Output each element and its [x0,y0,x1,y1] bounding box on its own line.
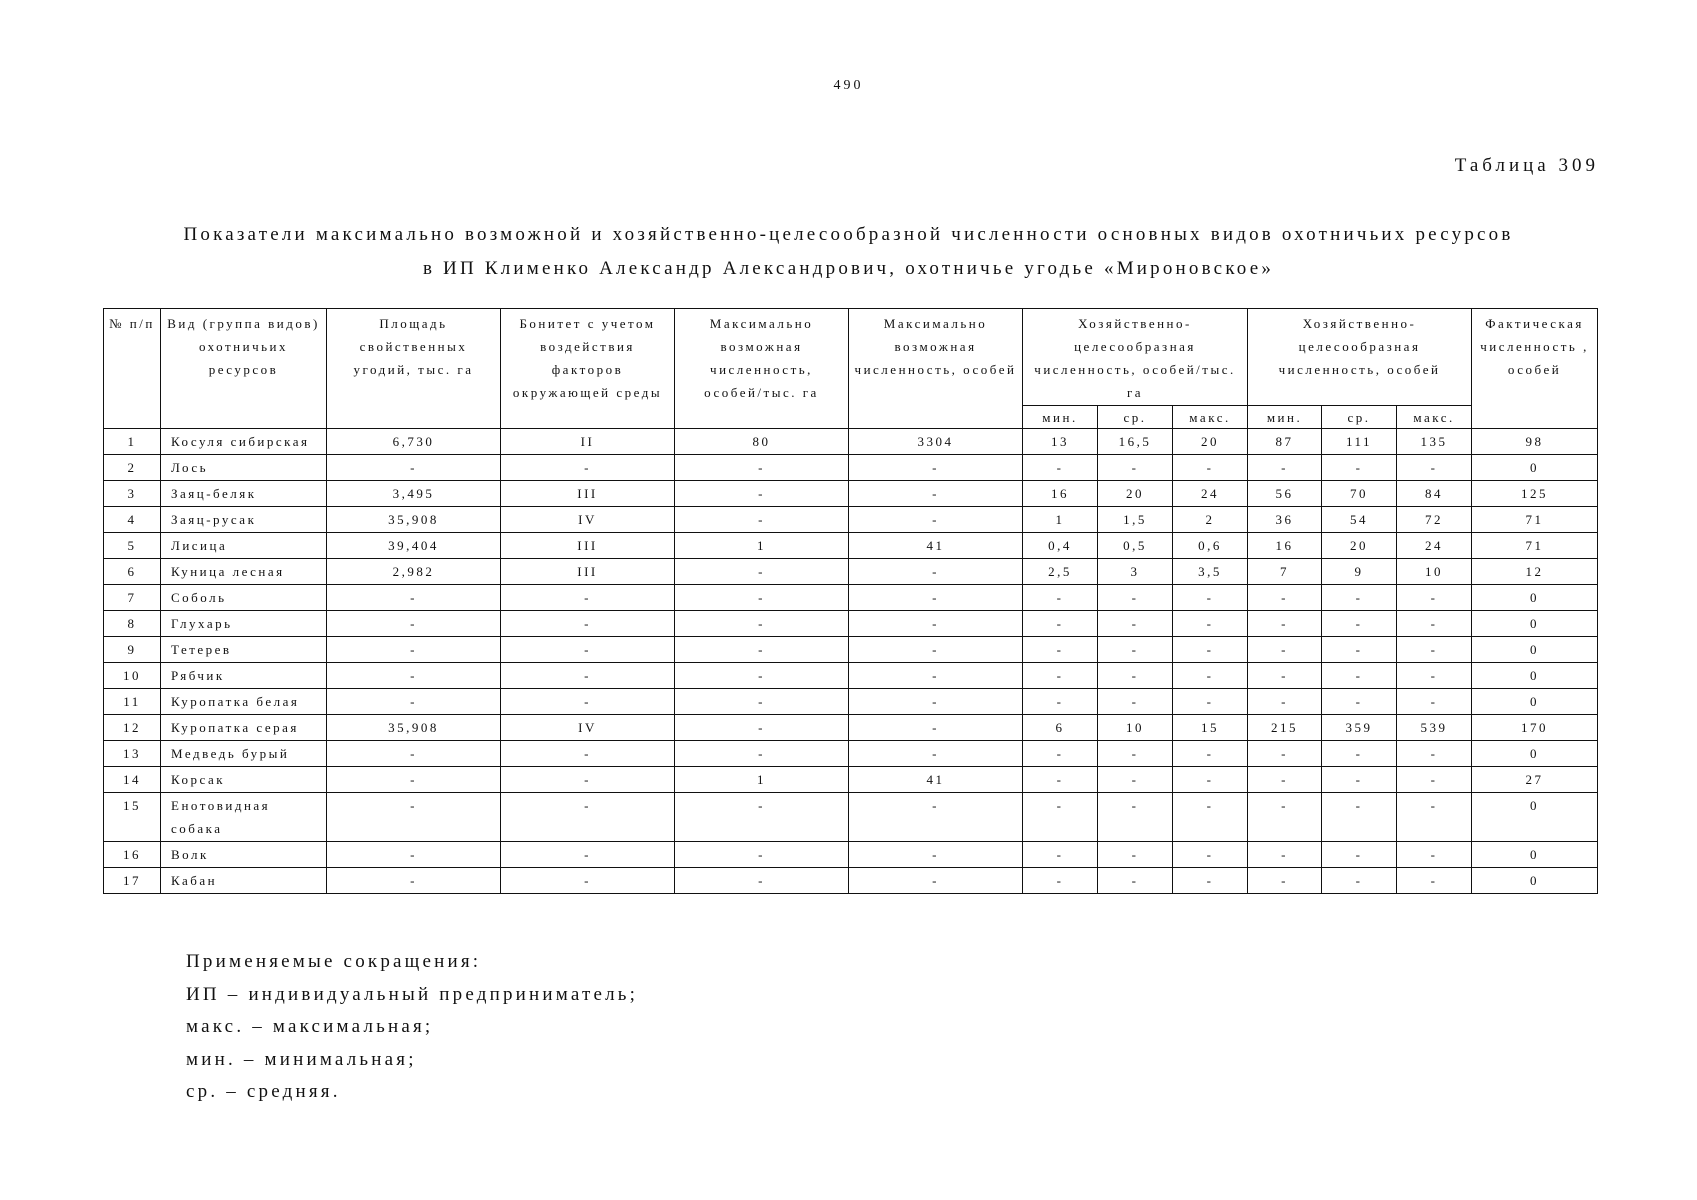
table-cell: - [849,637,1023,663]
table-cell: 3 [104,481,161,507]
table-row [104,715,1598,741]
table-cell: - [1023,585,1098,611]
table-row [104,767,1598,793]
table-cell: 14 [104,767,161,793]
table-cell: - [1397,793,1472,842]
table-cell: - [501,585,675,611]
table-cell: - [1248,767,1322,793]
table-cell: 20 [1173,429,1248,455]
table-cell: - [849,842,1023,868]
table-cell: 8 [104,611,161,637]
table-cell: - [501,741,675,767]
table-cell: - [1023,741,1098,767]
table-cell: - [849,793,1023,842]
table-cell: III [501,533,675,559]
table-cell: 7 [104,585,161,611]
species-cell: Лось [161,455,327,481]
table-cell: - [1023,611,1098,637]
table-cell: 0,5 [1098,533,1173,559]
table-cell: - [1322,455,1397,481]
table-cell: 16 [1023,481,1098,507]
header-eco-count: Хозяйственно-целесообразная численность, особей [1248,309,1472,406]
table-row [104,689,1598,715]
table-cell: - [675,481,849,507]
table-cell: 7 [1248,559,1322,585]
species-cell: Куропатка белая [161,689,327,715]
table-cell: 5 [104,533,161,559]
species-cell: Корсак [161,767,327,793]
table-cell: - [501,455,675,481]
subheader-max: макс. [1173,406,1248,429]
table-cell: - [849,455,1023,481]
table-cell: 71 [1472,507,1598,533]
table-cell: - [1098,793,1173,842]
header-area: Площадь свойственных угодий, тыс. га [327,309,501,429]
table-cell: - [327,585,501,611]
table-cell: 2,982 [327,559,501,585]
table-cell: - [849,715,1023,741]
table-cell: 0 [1472,455,1598,481]
table-cell: - [675,637,849,663]
table-row [104,637,1598,663]
table-cell: - [327,663,501,689]
table-cell: - [1173,767,1248,793]
subheader-avg: ср. [1098,406,1173,429]
abbreviations [186,946,638,1109]
table-cell: - [675,793,849,842]
table-cell: - [1098,741,1173,767]
table-cell: - [1023,663,1098,689]
table-cell: 125 [1472,481,1598,507]
table-cell: - [1173,842,1248,868]
table-cell: - [675,455,849,481]
table-cell: - [849,559,1023,585]
table-cell: 0 [1472,689,1598,715]
table-cell: - [1322,689,1397,715]
table-cell: 16,5 [1098,429,1173,455]
table-cell: 4 [104,507,161,533]
table-cell: - [1023,455,1098,481]
table-cell: - [501,611,675,637]
table-cell: 16 [104,842,161,868]
table-cell: 1 [104,429,161,455]
table-cell: - [1397,741,1472,767]
table-cell: 0 [1472,585,1598,611]
table-cell: 2 [1173,507,1248,533]
table-cell: - [327,868,501,894]
table-cell: 13 [104,741,161,767]
species-cell: Куропатка серая [161,715,327,741]
table-row [104,481,1598,507]
table-cell: - [1397,637,1472,663]
table-cell: 35,908 [327,507,501,533]
header-num: № п/п [104,309,161,429]
table-cell: - [675,868,849,894]
table-cell: - [1023,842,1098,868]
table-cell: - [1397,689,1472,715]
table-row [104,507,1598,533]
table-cell: 0 [1472,868,1598,894]
table-cell: 3,495 [327,481,501,507]
table-cell: 27 [1472,767,1598,793]
table-cell: - [1248,793,1322,842]
table-cell: 539 [1397,715,1472,741]
page-number: 490 [833,78,864,93]
table-row [104,842,1598,868]
table-cell: - [327,793,501,842]
table-cell: - [501,868,675,894]
table-cell: - [675,611,849,637]
table-cell: - [1248,637,1322,663]
table-cell: 170 [1472,715,1598,741]
table-cell: 24 [1397,533,1472,559]
table-cell: - [501,689,675,715]
table-cell: - [1248,741,1322,767]
table-cell: - [1322,585,1397,611]
table-cell: - [1173,741,1248,767]
table-cell: 72 [1397,507,1472,533]
table-cell: - [1397,868,1472,894]
table-cell: - [1023,637,1098,663]
table-cell: - [1023,793,1098,842]
table-cell: 80 [675,429,849,455]
abbreviation-item: ср. – средняя. [186,1081,341,1102]
table-row [104,663,1598,689]
table-cell: - [1248,455,1322,481]
species-cell: Лисица [161,533,327,559]
table-cell: - [1098,455,1173,481]
table-cell: - [327,689,501,715]
table-cell: 1,5 [1098,507,1173,533]
table-cell: - [1248,868,1322,894]
table-cell: - [1098,767,1173,793]
table-cell: II [501,429,675,455]
table-cell: 2,5 [1023,559,1098,585]
table-cell: III [501,559,675,585]
table-cell: - [1248,842,1322,868]
table-cell: - [675,741,849,767]
table-cell: - [1098,842,1173,868]
caption-line: в ИП Клименко Александр Александрович, охотничье угодье «Мироновское» [422,258,1275,279]
table-cell: 84 [1397,481,1472,507]
subheader-min: мин. [1248,406,1322,429]
table-cell: - [1322,611,1397,637]
table-cell: - [1023,767,1098,793]
table-row [104,741,1598,767]
table-cell: 6 [104,559,161,585]
table-row [104,559,1598,585]
table-cell: 71 [1472,533,1598,559]
table-row [104,793,1598,842]
table-cell: - [675,585,849,611]
table-cell: 24 [1173,481,1248,507]
table-cell: - [1098,663,1173,689]
table-cell: 9 [104,637,161,663]
header-bonitet: Бонитет с учетом воздействия факторов окружающей среды [501,309,675,429]
table-cell: 36 [1248,507,1322,533]
table-cell: 35,908 [327,715,501,741]
table-cell: 17 [104,868,161,894]
table-cell: 20 [1322,533,1397,559]
table-cell: - [1173,663,1248,689]
table-cell: - [849,663,1023,689]
table-cell: - [1098,689,1173,715]
table-cell: - [675,663,849,689]
table-cell: - [327,455,501,481]
species-cell: Куница лесная [161,559,327,585]
table-cell: 87 [1248,429,1322,455]
table-cell: 41 [849,767,1023,793]
table-row [104,611,1598,637]
table-cell: 0 [1472,611,1598,637]
header-actual: Фактическая численность , особей [1472,309,1598,429]
table-cell: - [675,507,849,533]
table-cell: - [1322,868,1397,894]
table-cell: - [1397,663,1472,689]
species-cell: Кабан [161,868,327,894]
abbreviations-heading: Применяемые сокращения: [186,951,482,972]
species-cell: Медведь бурый [161,741,327,767]
table-cell: 0 [1472,842,1598,868]
table-cell: - [501,637,675,663]
table-cell: 98 [1472,429,1598,455]
table-cell: 0,4 [1023,533,1098,559]
table-cell: - [1173,689,1248,715]
table-cell: - [849,481,1023,507]
table-cell: 359 [1322,715,1397,741]
table-row [104,585,1598,611]
table-cell: - [1397,842,1472,868]
table-cell: - [1397,455,1472,481]
table-cell: - [1173,868,1248,894]
table-cell: - [327,741,501,767]
species-cell: Заяц-русак [161,507,327,533]
table-cell: - [1322,842,1397,868]
species-cell: Глухарь [161,611,327,637]
table-cell: - [1322,793,1397,842]
table-row [104,429,1598,455]
species-cell: Енотовидная собака [161,793,327,842]
subheader-max: макс. [1397,406,1472,429]
table-cell: 12 [104,715,161,741]
abbreviation-item: макс. – максимальная; [186,1016,434,1037]
table-cell: 39,404 [327,533,501,559]
table-cell: - [675,559,849,585]
table-cell: 15 [104,793,161,842]
table-cell: 11 [104,689,161,715]
table-cell: - [1322,663,1397,689]
table-cell: 6,730 [327,429,501,455]
table-cell: - [501,793,675,842]
table-cell: - [1397,585,1472,611]
table-cell: - [1248,689,1322,715]
table-cell: 0 [1472,637,1598,663]
species-cell: Рябчик [161,663,327,689]
table-cell: - [849,741,1023,767]
table-cell: - [675,715,849,741]
subheader-avg: ср. [1322,406,1397,429]
table-cell: 15 [1173,715,1248,741]
table-cell: - [1397,611,1472,637]
table-cell: 10 [104,663,161,689]
table-cell: - [1248,585,1322,611]
table-cell: 3304 [849,429,1023,455]
table-cell: - [1023,689,1098,715]
table-cell: - [1173,793,1248,842]
table-body [104,429,1598,894]
table-label: Таблица 309 [1454,155,1599,176]
table-cell: - [501,767,675,793]
table-cell: - [1173,611,1248,637]
species-cell: Тетерев [161,637,327,663]
table-cell: 16 [1248,533,1322,559]
table-cell: - [327,611,501,637]
table-cell: - [327,637,501,663]
table-cell: 1 [1023,507,1098,533]
table-cell: 41 [849,533,1023,559]
table-cell: - [849,585,1023,611]
table-row [104,533,1598,559]
table-cell: 13 [1023,429,1098,455]
table-caption [80,218,1617,286]
table-cell: 1 [675,767,849,793]
table-cell: - [1173,637,1248,663]
table-cell: - [1098,585,1173,611]
species-cell: Косуля сибирская [161,429,327,455]
table-cell: - [1098,611,1173,637]
table-cell: 6 [1023,715,1098,741]
species-cell: Заяц-беляк [161,481,327,507]
header-max-count: Максимально возможная численность, особей [849,309,1023,429]
table-cell: 0 [1472,663,1598,689]
abbreviation-item: мин. – минимальная; [186,1048,417,1070]
table-cell: 10 [1397,559,1472,585]
table-cell: - [1248,611,1322,637]
table-cell: 10 [1098,715,1173,741]
table-cell: 1 [675,533,849,559]
table-cell: IV [501,715,675,741]
table-cell: - [1322,637,1397,663]
abbreviation-item: ИП – индивидуальный предприниматель; [186,983,639,1005]
table-cell: III [501,481,675,507]
table-cell: 70 [1322,481,1397,507]
table-cell: 0 [1472,741,1598,767]
table-cell: - [501,842,675,868]
table-cell: 20 [1098,481,1173,507]
table-cell: 54 [1322,507,1397,533]
header-species: Вид (группа видов) охотничьих ресурсов [161,309,327,429]
table-cell: - [849,611,1023,637]
table-cell: - [1098,637,1173,663]
table-cell: 12 [1472,559,1598,585]
table-cell: - [1023,868,1098,894]
table-cell: - [501,663,675,689]
table-cell: - [327,842,501,868]
species-cell: Соболь [161,585,327,611]
table-cell: - [1248,663,1322,689]
table-cell: - [1322,741,1397,767]
table-cell: - [1322,767,1397,793]
table-cell: 3,5 [1173,559,1248,585]
table-cell: - [675,842,849,868]
table-cell: - [849,689,1023,715]
table-cell: 9 [1322,559,1397,585]
data-table [103,308,1598,894]
table-cell: 0,6 [1173,533,1248,559]
species-cell: Волк [161,842,327,868]
caption-line: Показатели максимально возможной и хозяйственно-целесообразной численности основных видов охотничьих ресурсов [183,224,1514,245]
table-cell: - [849,868,1023,894]
table-cell: 2 [104,455,161,481]
table-cell: IV [501,507,675,533]
table-cell: - [1173,585,1248,611]
table-cell: - [849,507,1023,533]
table-cell: 135 [1397,429,1472,455]
table-cell: - [1397,767,1472,793]
subheader-min: мин. [1023,406,1098,429]
table-row [104,868,1598,894]
table-row [104,455,1598,481]
table-cell: 56 [1248,481,1322,507]
table-cell: - [1098,868,1173,894]
table-cell: - [1173,455,1248,481]
table-cell: 3 [1098,559,1173,585]
table-cell: - [327,767,501,793]
table-cell: - [675,689,849,715]
header-eco-density: Хозяйственно-целесообразная численность, особей/тыс. га [1023,309,1248,406]
table-cell: 111 [1322,429,1397,455]
table-cell: 215 [1248,715,1322,741]
header-max-density: Максимально возможная численность, особей/тыс. га [675,309,849,429]
table-cell: 0 [1472,793,1598,842]
